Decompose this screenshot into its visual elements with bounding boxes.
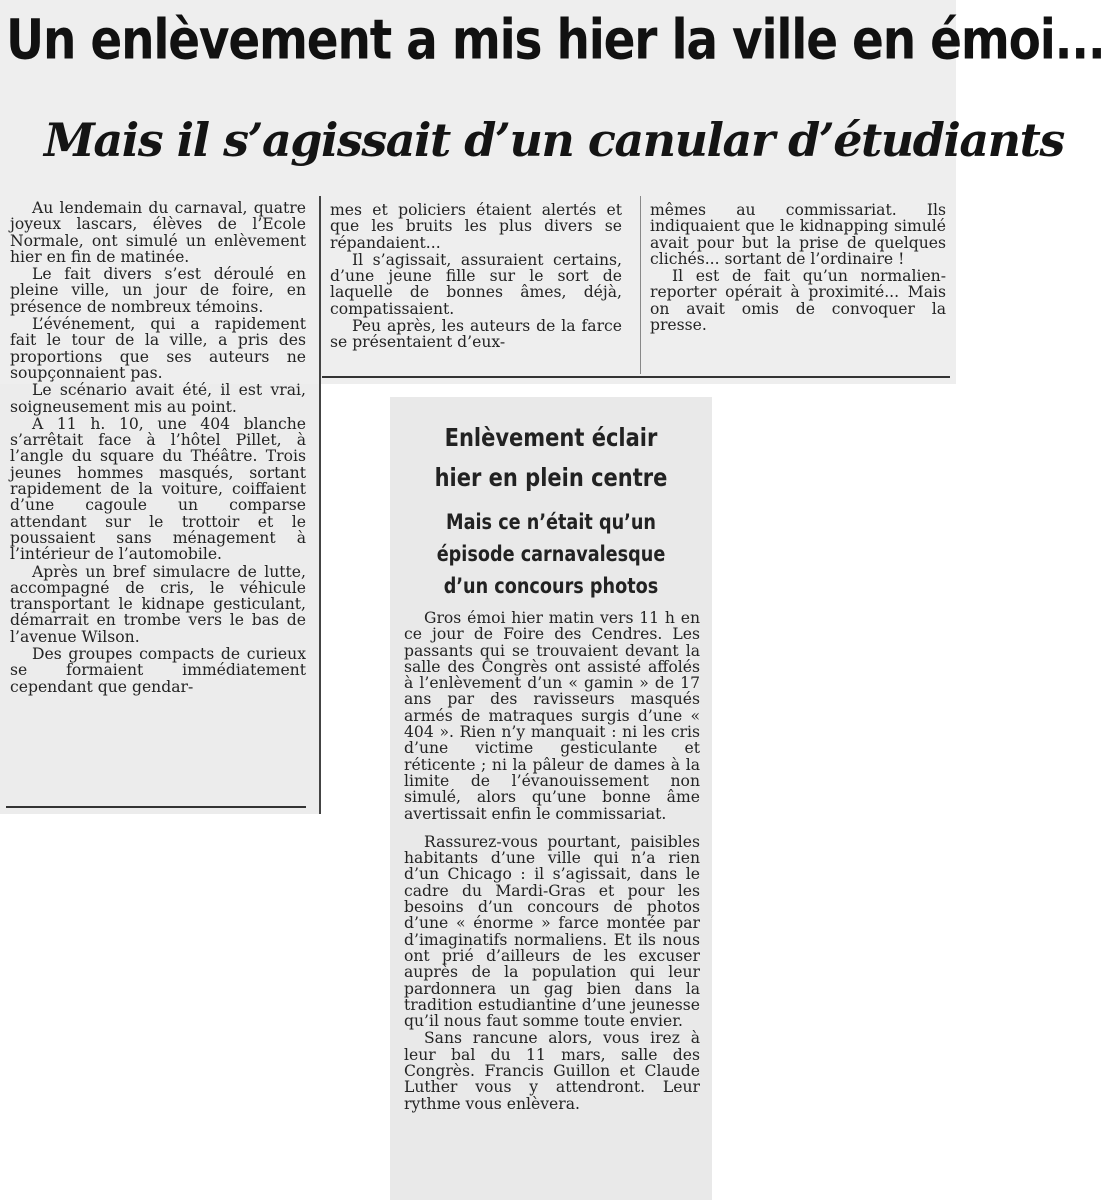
paragraph: mes et policiers étaient alertés et que les bruits les plus divers se répandaient... (330, 201, 622, 252)
article-column-3 (650, 202, 946, 333)
paragraph: Après un bref simulacre de lutte, accompagné de cris, le véhicule transportant le kidnape gesticulant, démarrait en trombe vers le bas de l’avenue Wilson. (10, 562, 306, 646)
headline: Un enlèvement a mis hier la ville en émoi... (6, 7, 1105, 73)
paragraph: Au lendemain du carnaval, quatre joyeux lascars, élèves de l’Ecole Normale, ont simulé un enlèvement hier en fin de matinée. (10, 199, 306, 266)
box-subtitle: Mais ce n’était qu’un épisode carnavalesque d’un concours photos (436, 510, 666, 598)
paragraph: Le scénario avait été, il est vrai, soigneusement mis au point. (10, 381, 306, 416)
paragraph: A 11 h. 10, une 404 blanche s’arrêtait face à l’hôtel Pillet, à l’angle du square du Théâtre. Trois jeunes hommes masqués, sortant rapidement de la voiture, coiffaient d’une cagoule un comparse attendant sur le trottoir et le poussaient sans ménagement à l’intérieur de l’automobile. (10, 414, 306, 564)
column-rule (322, 376, 950, 378)
paragraph: L’événement, qui a rapidement fait le tour de la ville, a pris des proportions que ses auteurs ne soupçonnaient pas. (10, 315, 306, 382)
article-column-1 (10, 200, 306, 695)
subheadline: Mais il s’agissait d’un canular d’étudiants (44, 113, 1064, 167)
paragraph: Rassurez-vous pourtant, paisibles habitants d’une ville qui n’a rien d’un Chicago : il s’agissait, dans le cadre du Mardi-Gras et pour les besoins d’un concours de photos d’une « énorme » farce montée par d’imaginatifs normaliens. Et ils nous ont prié d’ailleurs de les excuser auprès de la population qui leur pardonnera un gag bien dans la tradition estudiantine d’une jeunesse qu’il nous faut somme toute envier. (404, 832, 700, 1031)
article-column-2 (330, 202, 622, 351)
paragraph: Il s’agissait, assuraient certains, d’une jeune fille sur le sort de laquelle de bonnes âmes, déjà, compatissaient. (330, 250, 622, 318)
box-article-column (404, 610, 700, 1112)
paragraph: Peu après, les auteurs de la farce se présentaient d’eux- (330, 317, 622, 352)
paragraph: Des groupes compacts de curieux se formaient immédiatement cependant que gendar- (10, 645, 306, 696)
column-rule (319, 196, 321, 814)
paragraph: Il est de fait qu’un normalien-reporter opérait à proximité... Mais on avait omis de convoquer la presse. (650, 267, 946, 335)
paragraph: Sans rancune alors, vous irez à leur bal du 11 mars, salle des Congrès. Francis Guillon et Claude Luther vous y attendront. Leur rythme vous enlèvera. (404, 1029, 700, 1113)
paragraph: mêmes au commissariat. Ils indiquaient que le kidnapping simulé avait pour but la prise de quelques clichés... sortant de l’ordinaire ! (650, 201, 946, 268)
column-rule (6, 806, 306, 808)
box-title: Enlèvement éclair hier en plein centre (434, 423, 668, 492)
column-rule (640, 196, 641, 374)
paragraph: Gros émoi hier matin vers 11 h en ce jour de Foire des Cendres. Les passants qui se trouvaient devant la salle des Congrès ont assisté affolés à l’enlèvement d’un « gamin » de 17 ans par des ravisseurs masqués armés de matraques surgis d’une « 404 ». Rien n’y manquait : ni les cris d’une victime gesticulante et réticente ; ni la pâleur de dames à la limite de l’évanouissement non simulé, alors qu’une bonne âme avertissait enfin le commissariat. (404, 609, 700, 823)
paragraph: Le fait divers s’est déroulé en pleine ville, un jour de foire, en présence de nombreux témoins. (10, 265, 306, 316)
